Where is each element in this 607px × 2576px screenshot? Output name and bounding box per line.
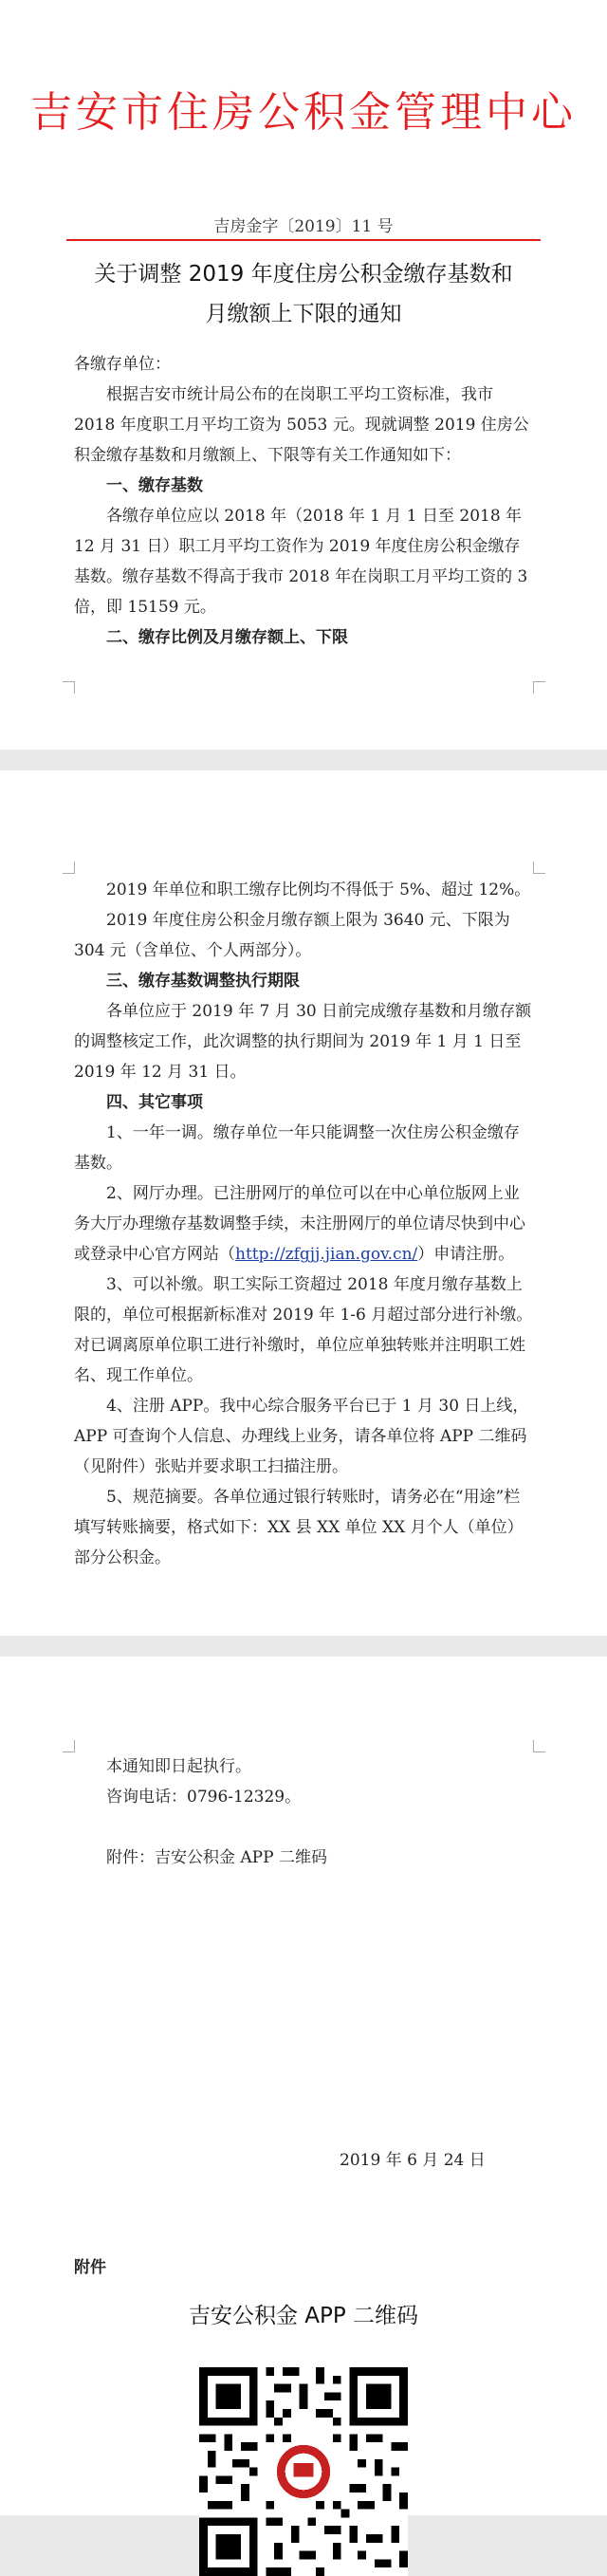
document-page-1 (0, 0, 607, 750)
section-4-heading: 四、其它事项 (106, 1093, 203, 1112)
appendix-label: 附件 (74, 2258, 106, 2277)
closing-line: 本通知即日起执行。 (106, 1757, 251, 1776)
page-corner-mark (533, 862, 545, 874)
section-2-text-1: 2019 年单位和职工缴存比例均不得低于 5%、超过 12%。 (106, 880, 531, 899)
item-4: 4、注册 APP。我中心综合服务平台已于 1 月 30 日上线，APP 可查询个人信息、办理线上业务，请各单位将 APP 二维码（见附件）张贴并要求职工扫描注册。 (74, 1397, 529, 1476)
section-3-heading: 三、缴存基数调整执行期限 (106, 972, 300, 991)
item-2-text-end: ）申请注册。 (417, 1245, 515, 1264)
section-3-text: 各单位应于 2019 年 7 月 30 日前完成缴存基数和月缴存额的调整核定工作，此次调整的执行期间为 2019 年 1 月 1 日至 2019 年 12 月 31 日。 (74, 1002, 532, 1082)
body-page-2 (74, 875, 533, 1573)
item-2-text: 2、网厅办理。已注册网厅的单位可以在中心单位版网上业务大厅办理缴存基数调整手续，未注册网厅的单位请尽快到中心或登录中心官方网站（ (74, 1184, 525, 1264)
salutation: 各缴存单位： (74, 355, 171, 374)
title-line-1: 关于调整 2019 年度住房公积金缴存基数和 (94, 262, 513, 287)
qr-code-image[interactable] (199, 2367, 408, 2576)
appendix-title: 吉安公积金 APP 二维码 (188, 2304, 419, 2328)
section-2-text-2: 2019 年度住房公积金月缴存额上限为 3640 元、下限为 304 元（含单位、个人两部分）。 (74, 911, 510, 960)
item-3: 3、可以补缴。职工实际工资超过 2018 年度月缴存基数上限的，单位可根据新标准对 2019 年 1-6 月超过部分进行补缴。对已调离原单位职工进行补缴时，单位应单独转账并注明职工姓名、现工作单位。 (74, 1275, 533, 1385)
page-corner-mark (533, 1740, 545, 1752)
attachment-line: 附件：吉安公积金 APP 二维码 (106, 1848, 327, 1867)
title-line-2: 月缴额上下限的通知 (205, 302, 402, 326)
document-title (0, 254, 607, 334)
item-1: 1、一年一调。缴存单位一年只能调整一次住房公积金缴存基数。 (74, 1123, 520, 1173)
document-number: 吉房金字〔2019〕11 号 (213, 217, 394, 236)
item-5: 5、规范摘要。各单位通过银行转账时，请务必在“用途”栏填写转账摘要，格式如下：XX 县 XX 单位 XX 月个人（单位）部分公积金。 (74, 1488, 524, 1567)
body-page-1 (74, 349, 533, 653)
official-website-link[interactable]: http://zfgjj.jian.gov.cn/ (235, 1245, 418, 1264)
red-divider (66, 239, 541, 241)
document-page-2 (0, 770, 607, 1636)
body-page-3 (74, 1751, 533, 1873)
section-1-heading: 一、缴存基数 (106, 476, 203, 495)
contact-line: 咨询电话：0796-12329。 (106, 1788, 302, 1807)
item-2 (74, 1178, 533, 1269)
intro-paragraph: 根据吉安市统计局公布的在岗职工平均工资标准，我市 2018 年度职工月平均工资为 5053 元。现就调整 2019 住房公积金缴存基数和月缴额上、下限等有关工作通知如下： (74, 385, 529, 465)
signature-date: 2019 年 6 月 24 日 (340, 2151, 486, 2170)
page-corner-mark (533, 681, 545, 694)
section-1-text: 各缴存单位应以 2018 年（2018 年 1 月 1 日至 2018 年 12 月 31 日）职工月平均工资作为 2019 年度住房公积金缴存基数。缴存基数不得高于我市 2018 年在岗职工月平均工资的 3 倍，即 15159 元。 (74, 507, 528, 617)
section-2-heading: 二、缴存比例及月缴存额上、下限 (106, 628, 348, 647)
page-corner-mark (63, 681, 75, 694)
org-header-title: 吉安市住房公积金管理中心 (30, 88, 577, 137)
page-corner-mark (63, 862, 75, 874)
